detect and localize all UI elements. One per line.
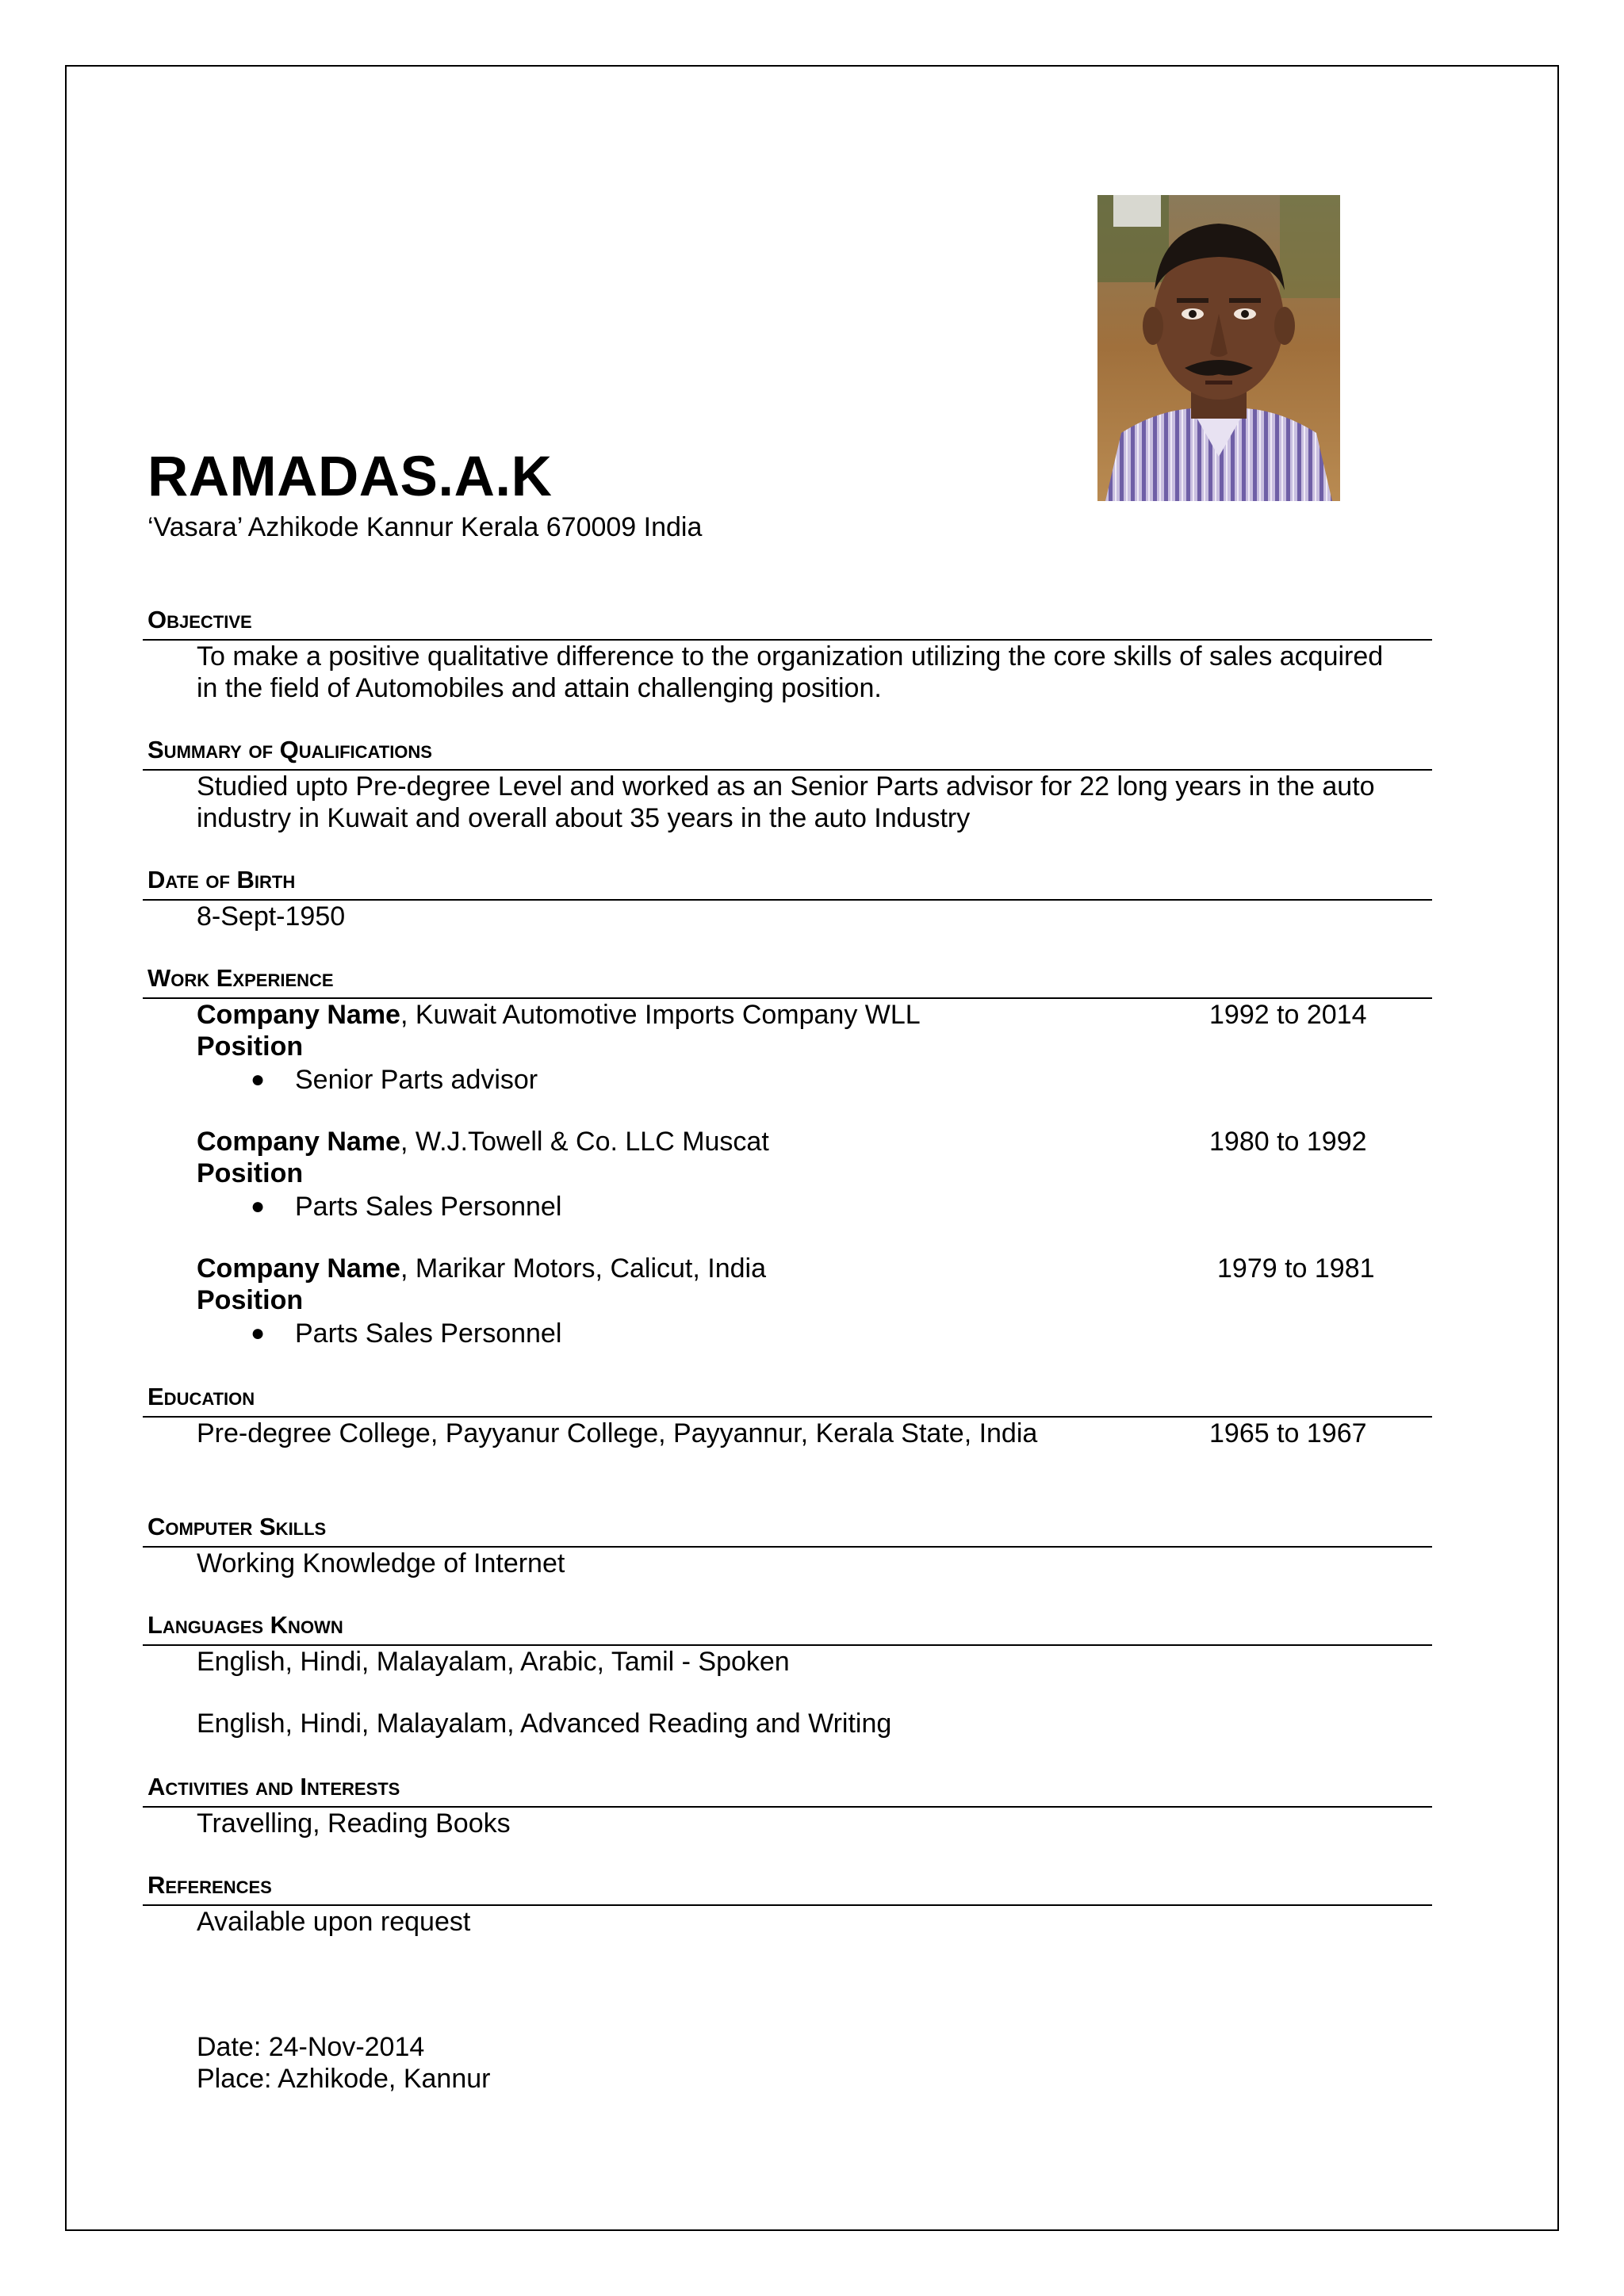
- objective-line-1: To make a positive qualitative difference to the organization utilizing the core skills of sales acquired: [197, 641, 1384, 672]
- company-name: , Kuwait Automotive Imports Company WLL: [400, 1000, 921, 1030]
- references-value: Available upon request: [197, 1907, 471, 1937]
- summary-line-1: Studied upto Pre-degree Level and worked as an Senior Parts advisor for 22 long years in the auto: [197, 771, 1375, 802]
- section-title-objective: Objective: [147, 606, 252, 633]
- section-title-work: Work Experience: [147, 964, 334, 992]
- bullet-icon: ●: [251, 1066, 266, 1093]
- bullet-icon: ●: [251, 1193, 266, 1219]
- languages-spoken: English, Hindi, Malayalam, Arabic, Tamil - Spoken: [197, 1647, 790, 1677]
- dob-value: 8-Sept-1950: [197, 901, 346, 932]
- section-title-dob: Date of Birth: [147, 866, 296, 894]
- job-years: 1992 to 2014: [1209, 1000, 1367, 1030]
- job-company: [197, 999, 921, 1031]
- job-years: 1979 to 1981: [1217, 1253, 1375, 1284]
- signature-date: Date: 24-Nov-2014: [197, 2032, 425, 2062]
- education-entry: Pre-degree College, Payyanur College, Payyannur, Kerala State, India: [197, 1418, 1038, 1448]
- candidate-address: ‘Vasara’ Azhikode Kannur Kerala 670009 India: [147, 512, 703, 542]
- section-title-education: Education: [147, 1383, 255, 1410]
- signature-place: Place: Azhikode, Kannur: [197, 2064, 491, 2094]
- job-company: [197, 1253, 766, 1284]
- section-title-languages: Languages Known: [147, 1611, 343, 1639]
- candidate-name: RAMADAS.A.K: [147, 446, 553, 508]
- activities-value: Travelling, Reading Books: [197, 1808, 511, 1839]
- company-label: Company Name: [197, 1253, 400, 1284]
- company-label: Company Name: [197, 1127, 400, 1157]
- company-name: , W.J.Towell & Co. LLC Muscat: [400, 1127, 769, 1157]
- position-label: Position: [197, 1285, 304, 1315]
- section-title-references: References: [147, 1871, 272, 1899]
- section-title-summary: Summary of Qualifications: [147, 736, 432, 763]
- job-years: 1980 to 1992: [1209, 1127, 1367, 1157]
- bullet-icon: ●: [251, 1320, 266, 1346]
- job-company: [197, 1126, 769, 1158]
- profile-photo: [1097, 195, 1340, 501]
- objective-line-2: in the field of Automobiles and attain challenging position.: [197, 673, 882, 703]
- summary-line-2: industry in Kuwait and overall about 35 years in the auto Industry: [197, 803, 971, 833]
- company-name: , Marikar Motors, Calicut, India: [400, 1253, 766, 1284]
- computer-skills-value: Working Knowledge of Internet: [197, 1548, 565, 1578]
- languages-written: English, Hindi, Malayalam, Advanced Reading and Writing: [197, 1709, 892, 1739]
- position-label: Position: [197, 1031, 304, 1062]
- section-title-computer: Computer Skills: [147, 1513, 327, 1540]
- position-label: Position: [197, 1158, 304, 1188]
- job-position: Senior Parts advisor: [295, 1065, 538, 1095]
- job-position: Parts Sales Personnel: [295, 1318, 562, 1349]
- section-title-activities: Activities and Interests: [147, 1773, 400, 1800]
- job-position: Parts Sales Personnel: [295, 1192, 562, 1222]
- company-label: Company Name: [197, 1000, 400, 1030]
- education-years: 1965 to 1967: [1209, 1418, 1367, 1448]
